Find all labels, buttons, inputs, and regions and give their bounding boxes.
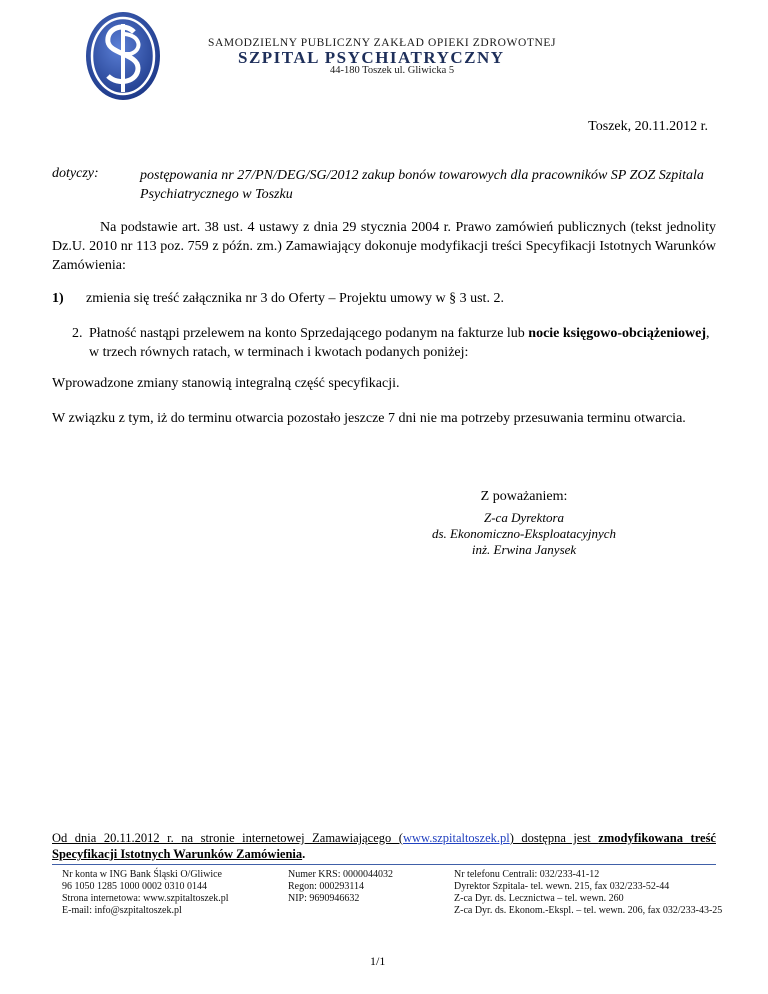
signature-greeting: Z poważaniem: [480,489,568,504]
notice-text-mid: ) dostępna jest [509,831,599,845]
notice-emphasis: zmodyfikowana treść Specyfikacji Istotnych Warunków Zamówienia [52,831,716,861]
footer-nip: NIP: 9690946632 [288,893,360,904]
institution-type: SAMODZIELNY PUBLICZNY ZAKŁAD OPIEKI ZDROWOTNEJ [208,37,557,49]
item-2-text-end: , w trzech równych ratach, w terminach i kwotach podanych poniżej: [89,326,710,360]
website-notice [52,830,716,862]
footer-divider [52,864,716,865]
footer-website[interactable]: Strona internetowa: www.szpitaltoszek.pl [62,893,229,904]
signature-department: ds. Ekonomiczno-Eksploatacyjnych [431,526,617,541]
deadline-paragraph: W związku z tym, iż do terminu otwarcia pozostało jeszcze 7 dni nie ma potrzeby przesuwania terminu otwarcia. [52,411,686,426]
letter-date: Toszek, 20.11.2012 r. [588,119,708,134]
intro-paragraph: Na podstawie art. 38 ust. 4 ustawy z dnia 29 stycznia 2004 r. Prawo zamówień publicznych (tekst jednolity Dz.U. 2010 nr 113 poz. 759 z późn. zm.) Zamawiający dokonuje modyfikacji treści Specyfikacji Istotnych Warunków Zamówienia: [52,220,716,273]
item-2-number: 2. [72,326,83,341]
footer-phone-medical: Z-ca Dyr. ds. Lecznictwa – tel. wewn. 260 [454,893,624,904]
notice-text: Od dnia 20.11.2012 r. na stronie internetowej Zamawiającego ( [52,831,403,845]
footer-bank-column [62,869,229,917]
item-1-number: 1) [52,291,64,306]
footer-email[interactable]: E-mail: info@szpitaltoszek.pl [62,905,182,916]
institution-address: 44-180 Toszek ul. Gliwicka 5 [330,65,455,76]
item-1-text: zmienia się treść załącznika nr 3 do Oferty – Projektu umowy w § 3 ust. 2. [86,291,504,306]
item-2-emphasis: nocie księgowo-obciążeniowej [528,326,706,341]
footer-phone-economic: Z-ca Dyr. ds. Ekonom.-Ekspl. – tel. wewn. 206, fax 032/233-43-25 [454,905,723,916]
signature-title: Z-ca Dyrektora [483,510,565,525]
footer-bank-name: Nr konta w ING Bank Śląski O/Gliwice [62,869,222,880]
signature-name: inż. Erwina Janysek [471,542,577,557]
notice-end: . [302,847,306,861]
footer-phone-column [454,869,722,917]
concern-label: dotyczy: [52,166,99,181]
footer-krs: Numer KRS: 0000044032 [288,869,393,880]
footer-bank-account: 96 1050 1285 1000 0002 0310 0144 [62,881,207,892]
footer-regon: Regon: 000293114 [288,881,365,892]
item-2 [72,324,712,362]
signature-block [422,488,626,558]
item-2-text [72,324,712,362]
page-number: 1/1 [370,954,386,968]
footer-registry-column [288,869,393,905]
website-link[interactable]: www.szpitaltoszek.pl [402,831,510,845]
concern-text: postępowania nr 27/PN/DEG/SG/2012 zakup bonów towarowych dla pracowników SP ZOZ Szpitala Psychiatrycznego w Toszku [140,168,704,202]
footer-phone-director: Dyrektor Szpitala- tel. wewn. 215, fax 032/233-52-44 [454,881,670,892]
institution-name: SZPITAL PSYCHIATRYCZNY [238,48,505,67]
changes-paragraph: Wprowadzone zmiany stanowią integralną część specyfikacji. [52,376,400,391]
footer-phone-central: Nr telefonu Centrali: 032/233-41-12 [454,869,600,880]
hospital-logo [84,10,162,102]
item-2-text-start: Płatność nastąpi przelewem na konto Sprzedającego podanym na fakturze lub [89,326,529,341]
